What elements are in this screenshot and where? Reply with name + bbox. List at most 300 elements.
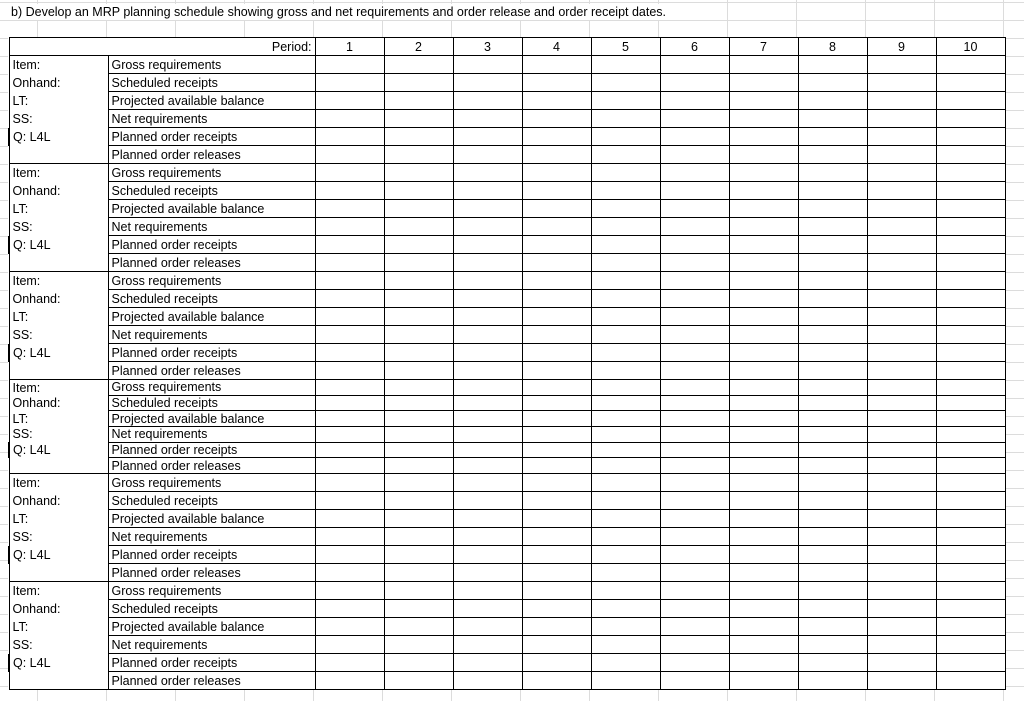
period-cell[interactable] [591, 200, 660, 218]
period-cell[interactable] [729, 128, 798, 146]
period-cell[interactable] [798, 146, 867, 164]
period-cell[interactable] [522, 128, 591, 146]
row-label[interactable]: Net requirements [108, 110, 315, 128]
period-cell[interactable] [798, 272, 867, 290]
period-cell[interactable] [936, 218, 1005, 236]
period-cell[interactable] [453, 344, 522, 362]
period-cell[interactable] [522, 254, 591, 272]
period-cell[interactable] [591, 254, 660, 272]
period-cell[interactable] [729, 290, 798, 308]
row-label[interactable]: Net requirements [108, 326, 315, 344]
period-cell[interactable] [729, 74, 798, 92]
period-cell[interactable] [798, 582, 867, 600]
period-cell[interactable] [798, 636, 867, 654]
period-cell[interactable] [729, 92, 798, 110]
period-cell[interactable] [936, 254, 1005, 272]
period-cell[interactable] [660, 458, 729, 474]
item-field-onhand[interactable]: Onhand: [9, 395, 108, 411]
period-cell[interactable] [384, 654, 453, 672]
period-cell[interactable] [798, 474, 867, 492]
period-cell[interactable] [729, 654, 798, 672]
period-cell[interactable] [798, 218, 867, 236]
period-cell[interactable] [729, 546, 798, 564]
period-cell[interactable] [315, 326, 384, 344]
period-cell[interactable] [867, 344, 936, 362]
period-cell[interactable] [453, 92, 522, 110]
period-cell[interactable] [384, 528, 453, 546]
item-field-item[interactable]: Item: [9, 474, 108, 492]
row-label[interactable]: Scheduled receipts [108, 492, 315, 510]
period-cell[interactable] [522, 56, 591, 74]
period-cell[interactable] [867, 182, 936, 200]
item-field-empty[interactable] [9, 458, 108, 474]
period-cell[interactable] [729, 636, 798, 654]
period-cell[interactable] [867, 546, 936, 564]
period-cell[interactable] [453, 411, 522, 427]
period-cell[interactable] [522, 618, 591, 636]
row-label[interactable]: Scheduled receipts [108, 182, 315, 200]
period-cell[interactable] [591, 510, 660, 528]
item-field-item[interactable]: Item: [9, 582, 108, 600]
period-header[interactable]: 1 [315, 38, 384, 56]
period-cell[interactable] [660, 564, 729, 582]
period-cell[interactable] [867, 146, 936, 164]
period-cell[interactable] [315, 564, 384, 582]
period-cell[interactable] [867, 618, 936, 636]
period-cell[interactable] [315, 654, 384, 672]
period-cell[interactable] [729, 474, 798, 492]
period-cell[interactable] [591, 427, 660, 443]
period-cell[interactable] [453, 654, 522, 672]
period-cell[interactable] [522, 492, 591, 510]
period-cell[interactable] [522, 474, 591, 492]
period-cell[interactable] [522, 564, 591, 582]
period-header[interactable]: 8 [798, 38, 867, 56]
item-field-ss[interactable]: SS: [9, 528, 108, 546]
period-cell[interactable] [453, 546, 522, 564]
period-cell[interactable] [798, 427, 867, 443]
period-cell[interactable] [729, 146, 798, 164]
period-cell[interactable] [936, 510, 1005, 528]
period-cell[interactable] [453, 56, 522, 74]
period-cell[interactable] [453, 200, 522, 218]
period-cell[interactable] [591, 395, 660, 411]
period-cell[interactable] [315, 510, 384, 528]
item-field-onhand[interactable]: Onhand: [9, 74, 108, 92]
period-cell[interactable] [798, 362, 867, 380]
period-cell[interactable] [729, 380, 798, 396]
period-cell[interactable] [798, 492, 867, 510]
period-cell[interactable] [798, 564, 867, 582]
period-cell[interactable] [936, 164, 1005, 182]
period-cell[interactable] [384, 672, 453, 690]
period-cell[interactable] [867, 110, 936, 128]
period-cell[interactable] [315, 308, 384, 326]
period-cell[interactable] [453, 510, 522, 528]
period-cell[interactable] [453, 236, 522, 254]
period-cell[interactable] [315, 218, 384, 236]
period-cell[interactable] [729, 164, 798, 182]
period-cell[interactable] [522, 290, 591, 308]
period-cell[interactable] [591, 110, 660, 128]
period-cell[interactable] [660, 618, 729, 636]
period-cell[interactable] [522, 411, 591, 427]
period-cell[interactable] [453, 164, 522, 182]
period-cell[interactable] [867, 218, 936, 236]
period-cell[interactable] [591, 600, 660, 618]
period-cell[interactable] [384, 56, 453, 74]
period-cell[interactable] [660, 510, 729, 528]
period-header[interactable]: 7 [729, 38, 798, 56]
period-cell[interactable] [522, 442, 591, 458]
period-cell[interactable] [591, 546, 660, 564]
period-cell[interactable] [453, 618, 522, 636]
period-cell[interactable] [660, 344, 729, 362]
row-label[interactable]: Gross requirements [108, 380, 315, 396]
period-cell[interactable] [729, 362, 798, 380]
period-cell[interactable] [798, 411, 867, 427]
period-header[interactable]: 9 [867, 38, 936, 56]
period-cell[interactable] [798, 254, 867, 272]
period-cell[interactable] [867, 492, 936, 510]
period-cell[interactable] [522, 672, 591, 690]
period-cell[interactable] [453, 254, 522, 272]
period-cell[interactable] [522, 236, 591, 254]
period-cell[interactable] [384, 128, 453, 146]
row-label[interactable]: Net requirements [108, 528, 315, 546]
row-label[interactable]: Net requirements [108, 636, 315, 654]
period-cell[interactable] [798, 182, 867, 200]
row-label[interactable]: Planned order releases [108, 458, 315, 474]
period-cell[interactable] [867, 290, 936, 308]
item-field-ss[interactable]: SS: [9, 326, 108, 344]
period-cell[interactable] [660, 74, 729, 92]
period-cell[interactable] [591, 56, 660, 74]
period-cell[interactable] [591, 492, 660, 510]
period-cell[interactable] [522, 164, 591, 182]
item-field-onhand[interactable]: Onhand: [9, 182, 108, 200]
period-header[interactable]: 5 [591, 38, 660, 56]
period-cell[interactable] [522, 92, 591, 110]
period-cell[interactable] [798, 236, 867, 254]
period-cell[interactable] [453, 636, 522, 654]
period-cell[interactable] [867, 427, 936, 443]
period-cell[interactable] [936, 654, 1005, 672]
period-cell[interactable] [867, 582, 936, 600]
period-cell[interactable] [522, 272, 591, 290]
period-cell[interactable] [384, 411, 453, 427]
period-cell[interactable] [384, 636, 453, 654]
period-cell[interactable] [936, 546, 1005, 564]
period-cell[interactable] [453, 182, 522, 200]
item-field-item[interactable]: Item: [9, 56, 108, 74]
period-cell[interactable] [867, 74, 936, 92]
row-label[interactable]: Planned order releases [108, 672, 315, 690]
period-cell[interactable] [591, 290, 660, 308]
period-cell[interactable] [384, 146, 453, 164]
row-label[interactable]: Planned order receipts [108, 236, 315, 254]
period-cell[interactable] [729, 308, 798, 326]
row-label[interactable]: Planned order receipts [108, 546, 315, 564]
period-cell[interactable] [591, 442, 660, 458]
period-cell[interactable] [384, 458, 453, 474]
period-cell[interactable] [591, 344, 660, 362]
period-cell[interactable] [729, 510, 798, 528]
period-cell[interactable] [315, 236, 384, 254]
period-cell[interactable] [453, 474, 522, 492]
period-cell[interactable] [660, 146, 729, 164]
period-cell[interactable] [522, 308, 591, 326]
period-cell[interactable] [384, 344, 453, 362]
period-cell[interactable] [384, 427, 453, 443]
period-cell[interactable] [315, 411, 384, 427]
period-cell[interactable] [729, 458, 798, 474]
period-cell[interactable] [315, 492, 384, 510]
period-cell[interactable] [384, 110, 453, 128]
period-cell[interactable] [798, 326, 867, 344]
period-cell[interactable] [729, 254, 798, 272]
period-cell[interactable] [798, 546, 867, 564]
period-cell[interactable] [867, 236, 936, 254]
period-cell[interactable] [384, 92, 453, 110]
row-label[interactable]: Gross requirements [108, 474, 315, 492]
row-label[interactable]: Planned order receipts [108, 654, 315, 672]
period-cell[interactable] [591, 380, 660, 396]
period-cell[interactable] [936, 427, 1005, 443]
period-cell[interactable] [522, 146, 591, 164]
item-field-q[interactable]: Q: L4L [9, 442, 108, 458]
period-cell[interactable] [936, 146, 1005, 164]
period-cell[interactable] [315, 146, 384, 164]
period-cell[interactable] [798, 380, 867, 396]
period-cell[interactable] [591, 474, 660, 492]
period-cell[interactable] [453, 492, 522, 510]
item-field-lt[interactable]: LT: [9, 510, 108, 528]
period-cell[interactable] [522, 218, 591, 236]
period-cell[interactable] [867, 442, 936, 458]
period-cell[interactable] [798, 442, 867, 458]
period-cell[interactable] [867, 411, 936, 427]
item-field-item[interactable]: Item: [9, 272, 108, 290]
period-cell[interactable] [315, 600, 384, 618]
row-label[interactable]: Planned order releases [108, 362, 315, 380]
period-cell[interactable] [453, 564, 522, 582]
period-cell[interactable] [867, 164, 936, 182]
period-cell[interactable] [660, 218, 729, 236]
period-header[interactable]: 6 [660, 38, 729, 56]
period-cell[interactable] [729, 411, 798, 427]
period-cell[interactable] [315, 200, 384, 218]
row-label[interactable]: Net requirements [108, 427, 315, 443]
period-cell[interactable] [315, 458, 384, 474]
period-cell[interactable] [936, 290, 1005, 308]
period-cell[interactable] [522, 326, 591, 344]
period-cell[interactable] [936, 74, 1005, 92]
row-label[interactable]: Scheduled receipts [108, 74, 315, 92]
row-label[interactable]: Gross requirements [108, 164, 315, 182]
period-cell[interactable] [729, 564, 798, 582]
item-field-ss[interactable]: SS: [9, 427, 108, 443]
period-cell[interactable] [591, 672, 660, 690]
period-cell[interactable] [729, 110, 798, 128]
period-cell[interactable] [522, 510, 591, 528]
period-cell[interactable] [936, 582, 1005, 600]
period-cell[interactable] [315, 362, 384, 380]
period-cell[interactable] [867, 380, 936, 396]
row-label[interactable]: Projected available balance [108, 510, 315, 528]
period-cell[interactable] [453, 362, 522, 380]
period-cell[interactable] [591, 218, 660, 236]
period-cell[interactable] [729, 528, 798, 546]
period-cell[interactable] [384, 582, 453, 600]
period-cell[interactable] [936, 182, 1005, 200]
period-cell[interactable] [729, 182, 798, 200]
item-field-onhand[interactable]: Onhand: [9, 600, 108, 618]
period-cell[interactable] [522, 200, 591, 218]
period-cell[interactable] [729, 272, 798, 290]
period-cell[interactable] [315, 582, 384, 600]
item-field-onhand[interactable]: Onhand: [9, 290, 108, 308]
period-cell[interactable] [936, 110, 1005, 128]
row-label[interactable]: Projected available balance [108, 200, 315, 218]
period-cell[interactable] [315, 672, 384, 690]
period-cell[interactable] [867, 474, 936, 492]
item-field-ss[interactable]: SS: [9, 110, 108, 128]
period-cell[interactable] [453, 600, 522, 618]
period-cell[interactable] [315, 528, 384, 546]
period-cell[interactable] [660, 200, 729, 218]
period-cell[interactable] [522, 395, 591, 411]
period-cell[interactable] [660, 672, 729, 690]
period-cell[interactable] [591, 308, 660, 326]
row-label[interactable]: Scheduled receipts [108, 395, 315, 411]
period-cell[interactable] [453, 582, 522, 600]
period-cell[interactable] [591, 74, 660, 92]
period-cell[interactable] [660, 182, 729, 200]
period-cell[interactable] [453, 128, 522, 146]
period-cell[interactable] [660, 528, 729, 546]
period-cell[interactable] [660, 164, 729, 182]
period-cell[interactable] [453, 672, 522, 690]
period-cell[interactable] [591, 182, 660, 200]
period-cell[interactable] [453, 442, 522, 458]
period-cell[interactable] [453, 146, 522, 164]
period-cell[interactable] [522, 344, 591, 362]
period-cell[interactable] [660, 92, 729, 110]
period-cell[interactable] [936, 200, 1005, 218]
item-field-q[interactable]: Q: L4L [9, 128, 108, 146]
row-label[interactable]: Projected available balance [108, 618, 315, 636]
period-cell[interactable] [591, 618, 660, 636]
period-cell[interactable] [453, 528, 522, 546]
row-label[interactable]: Gross requirements [108, 272, 315, 290]
period-cell[interactable] [867, 564, 936, 582]
period-cell[interactable] [798, 510, 867, 528]
item-field-lt[interactable]: LT: [9, 618, 108, 636]
period-cell[interactable] [660, 492, 729, 510]
period-cell[interactable] [936, 92, 1005, 110]
item-field-q[interactable]: Q: L4L [9, 344, 108, 362]
period-cell[interactable] [315, 56, 384, 74]
row-label[interactable]: Planned order releases [108, 146, 315, 164]
period-header[interactable]: 10 [936, 38, 1005, 56]
period-cell[interactable] [384, 564, 453, 582]
period-cell[interactable] [591, 411, 660, 427]
period-cell[interactable] [936, 442, 1005, 458]
period-cell[interactable] [660, 600, 729, 618]
item-field-empty[interactable] [9, 254, 108, 272]
period-cell[interactable] [798, 200, 867, 218]
period-cell[interactable] [315, 110, 384, 128]
period-cell[interactable] [660, 128, 729, 146]
period-cell[interactable] [522, 74, 591, 92]
period-cell[interactable] [522, 182, 591, 200]
period-cell[interactable] [660, 582, 729, 600]
period-cell[interactable] [936, 458, 1005, 474]
period-cell[interactable] [867, 362, 936, 380]
period-cell[interactable] [384, 474, 453, 492]
period-cell[interactable] [591, 654, 660, 672]
period-cell[interactable] [384, 200, 453, 218]
period-cell[interactable] [315, 128, 384, 146]
period-cell[interactable] [729, 618, 798, 636]
period-cell[interactable] [384, 254, 453, 272]
row-label[interactable]: Planned order receipts [108, 442, 315, 458]
period-cell[interactable] [660, 56, 729, 74]
row-label[interactable]: Planned order releases [108, 564, 315, 582]
period-cell[interactable] [384, 546, 453, 564]
period-cell[interactable] [315, 344, 384, 362]
period-cell[interactable] [729, 56, 798, 74]
period-cell[interactable] [936, 636, 1005, 654]
period-cell[interactable] [798, 672, 867, 690]
period-cell[interactable] [315, 474, 384, 492]
period-cell[interactable] [936, 344, 1005, 362]
period-cell[interactable] [798, 164, 867, 182]
header-item-cell[interactable] [9, 38, 108, 56]
period-cell[interactable] [453, 380, 522, 396]
period-cell[interactable] [315, 546, 384, 564]
period-cell[interactable] [315, 182, 384, 200]
period-cell[interactable] [522, 546, 591, 564]
period-cell[interactable] [453, 290, 522, 308]
period-cell[interactable] [729, 200, 798, 218]
period-cell[interactable] [660, 427, 729, 443]
period-cell[interactable] [453, 272, 522, 290]
period-cell[interactable] [453, 326, 522, 344]
period-cell[interactable] [729, 442, 798, 458]
period-cell[interactable] [936, 236, 1005, 254]
period-cell[interactable] [867, 458, 936, 474]
period-cell[interactable] [729, 236, 798, 254]
item-field-lt[interactable]: LT: [9, 200, 108, 218]
row-label[interactable]: Scheduled receipts [108, 290, 315, 308]
period-cell[interactable] [660, 272, 729, 290]
item-field-ss[interactable]: SS: [9, 636, 108, 654]
row-label[interactable]: Planned order receipts [108, 344, 315, 362]
item-field-q[interactable]: Q: L4L [9, 654, 108, 672]
period-cell[interactable] [315, 290, 384, 308]
period-cell[interactable] [453, 218, 522, 236]
period-cell[interactable] [936, 492, 1005, 510]
period-cell[interactable] [384, 395, 453, 411]
period-cell[interactable] [591, 146, 660, 164]
period-cell[interactable] [936, 272, 1005, 290]
period-cell[interactable] [522, 528, 591, 546]
period-cell[interactable] [798, 308, 867, 326]
period-cell[interactable] [867, 200, 936, 218]
period-cell[interactable] [867, 672, 936, 690]
